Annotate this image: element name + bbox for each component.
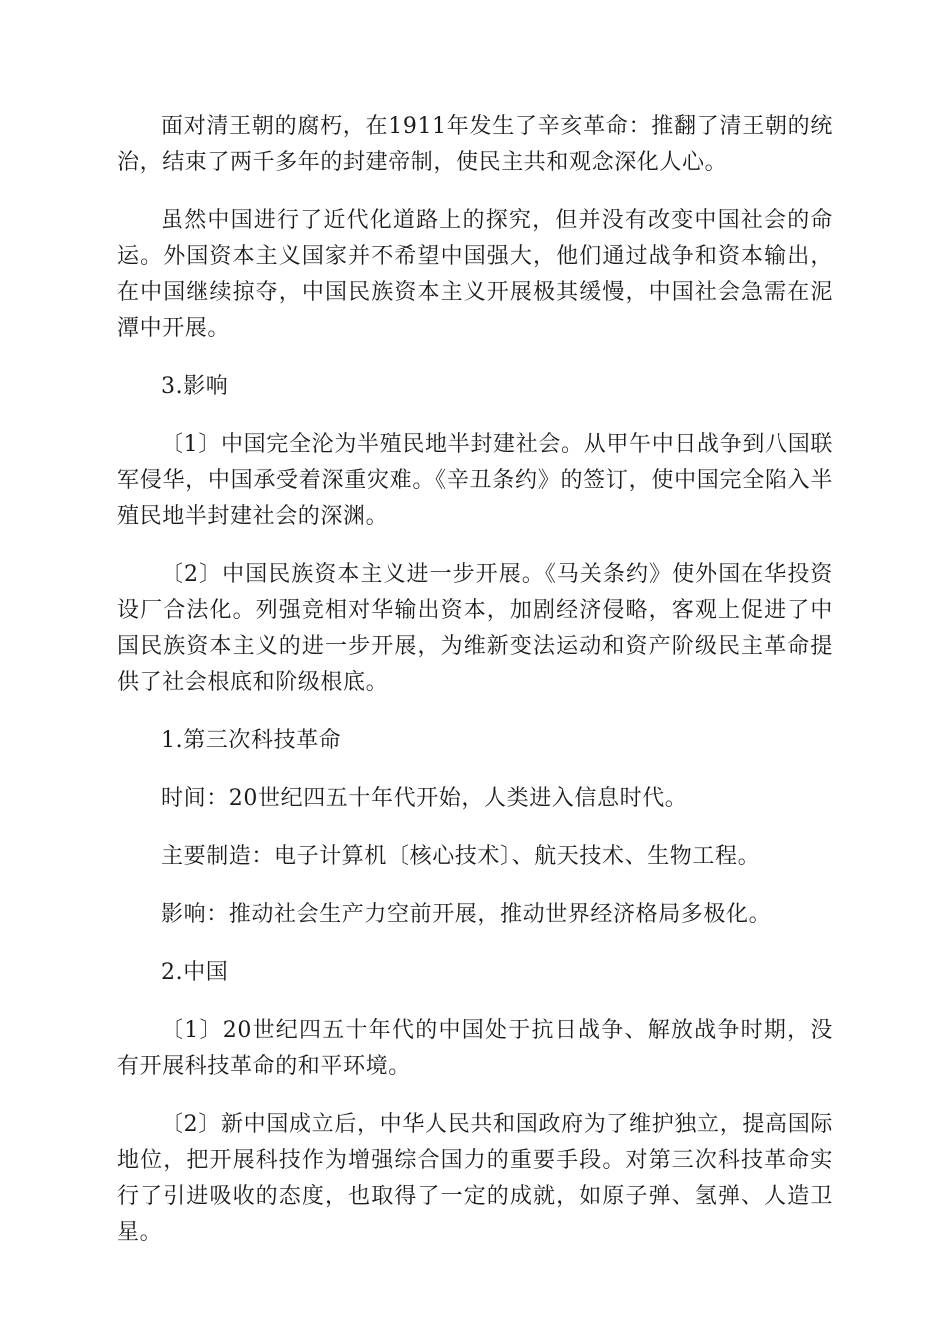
paragraph-main-inventions: 主要制造：电子计算机〔核心技术〕、航天技术、生物工程。 (161, 844, 761, 869)
document-body (117, 109, 833, 1273)
paragraph-modernization-exploration: 虽然中国进行了近代化道路上的探究，但并没有改变中国社会的命运。外国资本主义国家并不希望中国强大，他们通过战争和资本输出，在中国继续掠夺，中国民族资本主义开展极其缓慢，中国社会急需在泥潭中开展。 (117, 208, 833, 341)
paragraph-china-wartime: 〔1〕20世纪四五十年代的中国处于抗日战争、解放战争时期，没有开展科技革命的和平环境。 (117, 1018, 833, 1079)
paragraph-semi-colonial-society: 〔1〕中国完全沦为半殖民地半封建社会。从甲午中日战争到八国联军侵华，中国承受着深重灾难。《辛丑条约》的签订，使中国完全陷入半殖民地半封建社会的深渊。 (117, 432, 833, 529)
paragraph-national-capitalism: 〔2〕中国民族资本主义进一步开展。《马关条约》使外国在华投资设厂合法化。列强竞相对华输出资本，加剧经济侵略，客观上促进了中国民族资本主义的进一步开展，为维新变法运动和资产阶级民主革命提供了社会根底和阶级根底。 (117, 562, 833, 695)
paragraph-impact: 影响：推动社会生产力空前开展，推动世界经济格局多极化。 (161, 902, 772, 927)
heading-third-tech-revolution: 1.第三次科技革命 (161, 728, 342, 753)
heading-china: 2.中国 (161, 960, 229, 985)
paragraph-time: 时间：20世纪四五十年代开始，人类进入信息时代。 (161, 786, 688, 811)
heading-influence: 3.影响 (161, 374, 229, 399)
paragraph-new-china: 〔2〕新中国成立后，中华人民共和国政府为了维护独立，提高国际地位，把开展科技作为增强综合国力的重要手段。对第三次科技革命实行了引进吸收的态度，也取得了一定的成就，如原子弹、氢弹、人造卫星。 (117, 1112, 833, 1245)
paragraph-xinhai-revolution: 面对清王朝的腐朽，在1911年发生了辛亥革命：推翻了清王朝的统治，结束了两千多年的封建帝制，使民主共和观念深化人心。 (117, 114, 833, 175)
